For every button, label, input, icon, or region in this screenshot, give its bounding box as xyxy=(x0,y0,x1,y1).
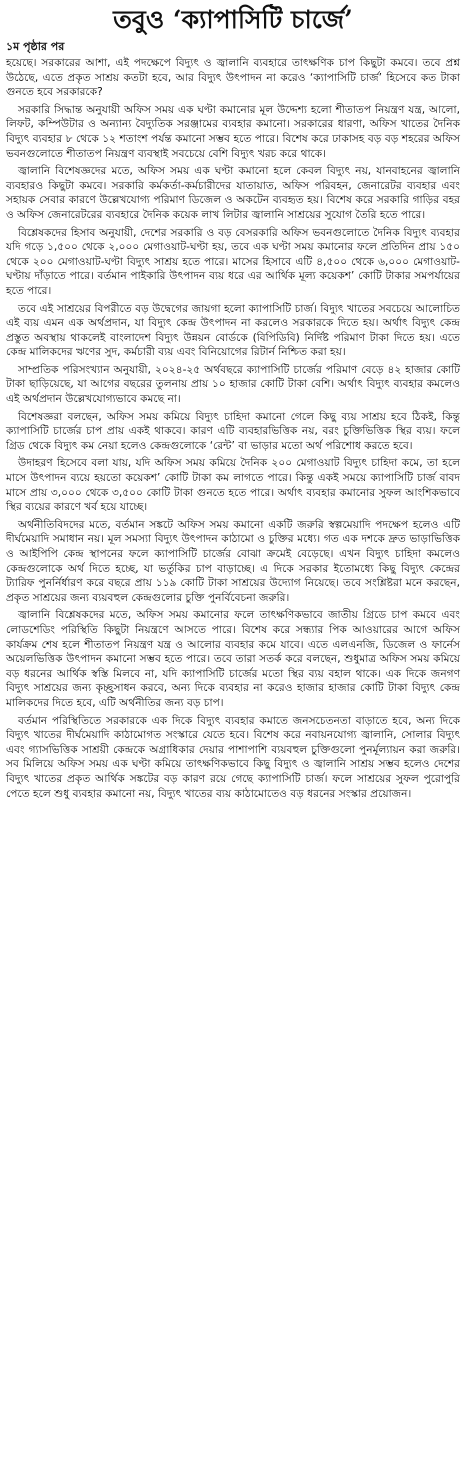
paragraph: হয়েছে। সরকারের আশা, এই পদক্ষেপে বিদ্যুৎ ও জ্বালানি ব্যবহারে তাৎক্ষণিক চাপ কিছুটা কমবে। তবে প্রশ্ন উঠেছে, এতে প্রকৃত সাশ্রয় কতটা হবে, আর বিদ্যুৎ উৎপাদন না করেও ‘ক্যাপাসিটি চার্জ’ হিসেবে কত টাকা গুনতে হবে সরকারকে? xyxy=(6,57,460,99)
paragraph: বর্তমান পরিস্থিতিতে সরকারকে এক দিকে বিদ্যুৎ ব্যবহার কমাতে জনসচেতনতা বাড়াতে হবে, অন্য দিকে বিদ্যুৎ খাতের দীর্ঘমেয়াদি কাঠামোগত সংস্কারে যেতে হবে। বিশেষ করে নবায়নযোগ্য জ্বালানি, সোলার বিদ্যুৎ এবং গ্যাসভিত্তিক সাশ্রয়ী কেন্দ্রকে অগ্রাধিকার দেয়ার পাশাপাশি ব্যয়বহুল চুক্তিগুলো পুনর্মূল্যায়ন করা জরুরি। সব মিলিয়ে অফিস সময় এক ঘণ্টা কমিয়ে তাৎক্ষণিকভাবে কিছু বিদ্যুৎ ও জ্বালানি সাশ্রয় সম্ভব হলেও দেশের বিদ্যুৎ খাতের প্রকৃত আর্থিক সঙ্কটের বড় কারণ রয়ে গেছে ক্যাপাসিটি চার্জ। ফলে সাশ্রয়ের সুফল পুরোপুরি পেতে হলে শুধু ব্যবহার কমানো নয়, বিদ্যুৎ খাতের ব্যয় কাঠামোতেও বড় ধরনের সংস্কার প্রয়োজন। xyxy=(6,714,460,800)
paragraph: উদাহরণ হিসেবে বলা যায়, যদি অফিস সময় কমিয়ে দৈনিক ২০০ মেগাওয়াট বিদ্যুৎ চাহিদা কমে, তা হলে মাসে উৎপাদন ব্যয়ে হয়তো কয়েকশ’ কোটি টাকা কম লাগতে পারে। কিন্তু একই সময়ে ক্যাপাসিটি চার্জ বাবদ মাসে প্রায় ৩,০০০ থেকে ৩,৫০০ কোটি টাকা গুনতে হতে পারে। অর্থাৎ ব্যবহার কমানোর সুফল আংশিকভাবে স্থির ব্যয়ের কারণে খর্ব হয়ে যাচ্ছে। xyxy=(6,457,460,514)
paragraph: অর্থনীতিবিদদের মতে, বর্তমান সঙ্কটে অফিস সময় কমানো একটি জরুরি স্বল্পমেয়াদি পদক্ষেপ হলেও এটি দীর্ঘমেয়াদি সমাধান নয়। মূল সমস্যা বিদ্যুৎ উৎপাদন কাঠামো ও চুক্তির মধ্যে। গত এক দশকে দ্রুত ভাড়াভিত্তিক ও আইপিপি কেন্দ্র স্থাপনের ফলে ক্যাপাসিটি চার্জের বোঝা ক্রমেই বেড়েছে। এখন বিদ্যুৎ চাহিদা কমলেও কেন্দ্রগুলোকে অর্থ দিতে হচ্ছে, যা ভর্তুকির চাপ বাড়াচ্ছে। এ দিকে সরকার ইতোমধ্যে কিছু বিদ্যুৎ কেন্দ্রের ট্যারিফ পুনর্নির্ধারণ করে বছরে প্রায় ১১৯ কোটি টাকা সাশ্রয়ের উদ্যোগ নিয়েছে। তবে সংশ্লিষ্টরা মনে করছেন, প্রকৃত সাশ্রয়ের জন্য ব্যয়বহুল কেন্দ্রগুলোর চুক্তি পুনর্বিবেচনা জরুরি। xyxy=(6,518,460,604)
headline: তবুও ‘ক্যাপাসিটি চার্জে’ xyxy=(113,5,353,34)
paragraph: জ্বালানি বিশ্লেষকদের মতে, অফিস সময় কমানোর ফলে তাৎক্ষণিকভাবে জাতীয় গ্রিডে চাপ কমবে এবং লোডশেডিং পরিস্থিতি কিছুটা নিয়ন্ত্রণে আসতে পারে। বিশেষ করে সন্ধ্যার পিক আওয়ারের আগে অফিস কার্যক্রম শেষ হলে শীতাতপ নিয়ন্ত্রণ যন্ত্র ও আলোর ব্যবহার কমে যাবে। এতে এলএনজি, ডিজেল ও ফার্নেস অয়েলভিত্তিক উৎপাদন কমানো সম্ভব হতে পারে। তবে তারা সতর্ক করে বলছেন, শুধুমাত্র অফিস সময় কমিয়ে বড় ধরনের আর্থিক স্বস্তি মিলবে না, যদি ক্যাপাসিটি চার্জের মতো স্থির ব্যয় বহাল থাকে। এক দিকে জনগণ বিদ্যুৎ সাশ্রয়ের জন্য কৃচ্ছ্রসাধন করবে, অন্য দিকে ব্যবহার না করেও হাজার হাজার কোটি টাকা বিদ্যুৎ কেন্দ্র মালিকদের দিতে হবে, এটি অর্থনীতির জন্য বড় চাপ। xyxy=(6,609,460,709)
continued-from-label: ১ম পৃষ্ঠার পর xyxy=(6,40,65,53)
paragraph: তবে এই সাশ্রয়ের বিপরীতে বড় উদ্বেগের জায়গা হলো ক্যাপাসিটি চার্জ। বিদ্যুৎ খাতের সবচেয়ে আলোচিত এই ব্যয় এমন এক অর্থপ্রদান, যা বিদ্যুৎ কেন্দ্র উৎপাদন না করলেও সরকারকে দিতে হয়। অর্থাৎ বিদ্যুৎ কেন্দ্র প্রস্তুত অবস্থায় থাকলেই বাংলাদেশ বিদ্যুৎ উন্নয়ন বোর্ডকে (বিপিডিবি) নির্দিষ্ট পরিমাণ টাকা দিতে হয়। এতে কেন্দ্র মালিকদের ঋণের সুদ, কর্মচারী ব্যয় এবং বিনিয়োগের রিটার্ন নিশ্চিত করা হয়। xyxy=(6,302,460,359)
paragraph: জ্বালানি বিশেষজ্ঞদের মতে, অফিস সময় এক ঘণ্টা কমানো হলে কেবল বিদ্যুৎ নয়, যানবাহনের জ্বালানি ব্যবহারও কিছুটা কমবে। সরকারি কর্মকর্তা-কর্মচারীদের যাতায়াত, অফিস পরিবহন, জেনারেটর ব্যবহার এবং সহায়ক সেবার কারণে উল্লেখযোগ্য পরিমাণ ডিজেল ও অকটেন ব্যবহৃত হয়। বিশেষ করে সরকারি গাড়ির বহর ও অফিস জেনারেটরের ব্যবহারে দৈনিক কয়েক লাখ লিটার জ্বালানি সাশ্রয়ের সুযোগ তৈরি হতে পারে। xyxy=(6,165,460,221)
article-body xyxy=(6,56,460,801)
paragraph: সরকারি সিদ্ধান্ত অনুযায়ী অফিস সময় এক ঘণ্টা কমানোর মূল উদ্দেশ্য হলো শীতাতপ নিয়ন্ত্রণ যন্ত্র, আলো, লিফট, কম্পিউটার ও অন্যান্য বৈদ্যুতিক সরঞ্জামের ব্যবহার কমানো। সরকারের ধারণা, অফিস খাতের দৈনিক বিদ্যুৎ ব্যবহার ৮ থেকে ১২ শতাংশ পর্যন্ত কমানো সম্ভব হতে পারে। বিশেষ করে ঢাকাসহ বড় বড় শহরের অফিস ভবনগুলোতে শীতাতপ নিয়ন্ত্রণ ব্যবস্থাই সবচেয়ে বেশি বিদ্যুৎ খরচ করে থাকে। xyxy=(6,103,460,160)
paragraph: বিশেষজ্ঞরা বলছেন, অফিস সময় কমিয়ে বিদ্যুৎ চাহিদা কমানো গেলে কিছু ব্যয় সাশ্রয় হবে ঠিকই, কিন্তু ক্যাপাসিটি চার্জের চাপ প্রায় একই থাকবে। কারণ এটি ব্যবহারভিত্তিক নয়, বরং চুক্তিভিত্তিক স্থির ব্যয়। ফলে গ্রিড থেকে বিদ্যুৎ কম নেয়া হলেও কেন্দ্রগুলোকে ‘রেন্ট’ বা ভাড়ার মতো অর্থ পরিশোধ করতে হবে। xyxy=(6,410,460,452)
paragraph: সাম্প্রতিক পরিসংখ্যান অনুযায়ী, ২০২৪-২৫ অর্থবছরে ক্যাপাসিটি চার্জের পরিমাণ বেড়ে ৪২ হাজার কোটি টাকা ছাড়িয়েছে, যা আগের বছরের তুলনায় প্রায় ১০ হাজার কোটি টাকা বেশি। অর্থাৎ বিদ্যুৎ ব্যবহার কমলেও এই অর্থপ্রদান উল্লেখযোগ্যভাবে কমছে না। xyxy=(6,363,460,406)
paragraph: বিশ্লেষকদের হিসাব অনুযায়ী, দেশের সরকারি ও বড় বেসরকারি অফিস ভবনগুলোতে দৈনিক বিদ্যুৎ ব্যবহার যদি গড়ে ১,৫০০ থেকে ২,০০০ মেগাওয়াট-ঘণ্টা হয়, তবে এক ঘণ্টা সময় কমানোর ফলে প্রতিদিন প্রায় ১৫০ থেকে ২০০ মেগাওয়াট-ঘণ্টা বিদ্যুৎ সাশ্রয় হতে পারে। মাসের হিসাবে এটি ৪,৫০০ থেকে ৬,০০০ মেগাওয়াট-ঘণ্টায় দাঁড়াতে পারে। বর্তমান পাইকারি উৎপাদন ব্যয় ধরে এর আর্থিক মূল্য কয়েকশ’ কোটি টাকার সমপর্যায়ের হতে পারে। xyxy=(6,226,460,297)
